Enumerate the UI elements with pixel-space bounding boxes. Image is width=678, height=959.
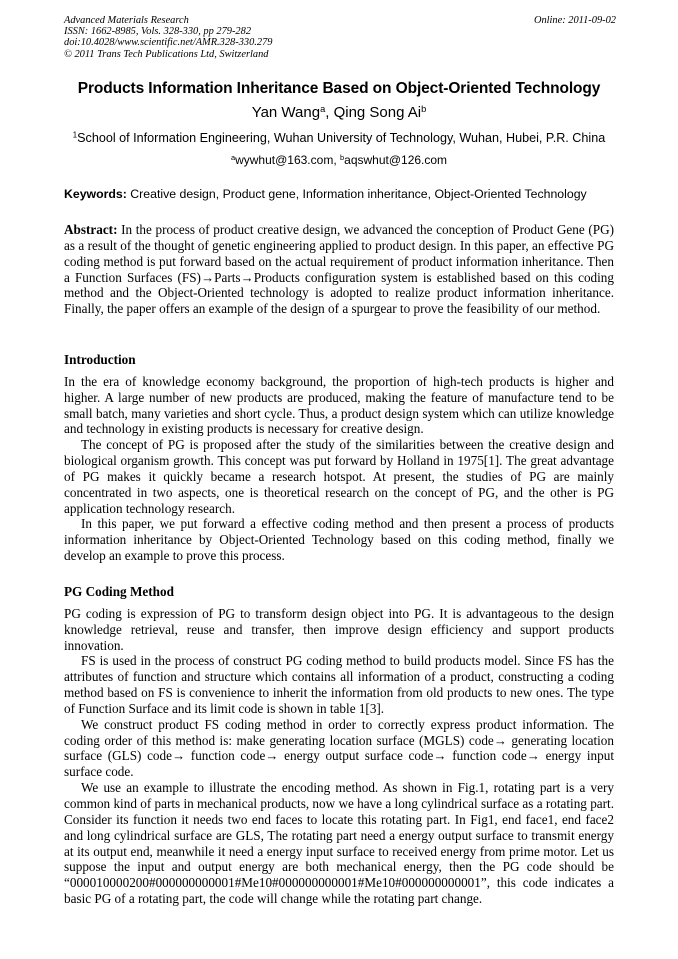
affiliation-superscript: 1 <box>72 130 78 140</box>
issn-line: ISSN: 1662-8985, Vols. 328-330, pp 279-282 <box>64 26 252 38</box>
journal-header <box>64 15 616 60</box>
affiliation <box>30 131 648 145</box>
email-superscript: b <box>340 152 345 162</box>
author-name: Qing Song Ai <box>333 104 422 121</box>
pg-coding-section <box>64 584 614 907</box>
paragraph: We construct product FS coding method in order to correctly express product information. The coding order of this method is: make generating location surface (MGLS) code→ generating location surface (GLS) code→ function code→ energy output surface code→ function code→ energy input surface code. <box>64 716 614 780</box>
paragraph: In this paper, we put forward a effective coding method and then present a process of products information inheritance by Object-Oriented Technology based on this coding method, finally we develop an example to prove this process. <box>64 516 614 564</box>
abstract-text: In the process of product creative design, we advanced the conception of Product Gene (PG) as a result of the thought of genetic engineering applied to product design. In this paper, an effective PG coding method is put forward based on the actual requirement of product information inheritance. Then a Function Surfaces (FS)→Parts→Products configuration system is established based on this coding method and the Object-Oriented technology is adopted to realize product information inheritance. Finally, the paper offers an example of the design of a spurgear to prove the feasibility of our method. <box>64 222 614 317</box>
keywords <box>64 187 624 201</box>
online-date: Online: 2011-09-02 <box>533 15 616 26</box>
author-separator: , <box>325 104 334 121</box>
author-superscript: a <box>320 103 326 114</box>
introduction-section <box>64 352 614 564</box>
author-name: Yan Wang <box>251 104 321 121</box>
paper-title: Products Information Inheritance Based on Object-Oriented Technology <box>77 80 601 97</box>
abstract <box>64 222 614 317</box>
section-heading: Introduction <box>64 352 136 367</box>
paragraph: We use an example to illustrate the encoding method. As shown in Fig.1, rotating part is a very common kind of parts in mechanical products, now we have a long cylindrical surface as a rotating part. Consider its function it needs two end faces to locate this rotating part. In Fig1, end face1, end face2 and long cylindrical surface are GLS, The rotating part need a energy output surface to transmit energy at its output end, meanwhile it need a energy input surface to received energy from prime motor. Let us suppose the input and output energy are both mechanical energy, then the PG code should be “000010000200#000000000001#Me10#000000000001#Me10#000000000001”, this code indicates a basic PG of a rotating part, the code will change while the rotating part change. <box>64 780 614 907</box>
email-line <box>30 153 648 167</box>
keywords-label: Keywords: <box>64 187 127 201</box>
paragraph: The concept of PG is proposed after the study of the similarities between the creative design and biological organism growth. This concept was put forward by Holland in 1975[1]. The great advantage of PG makes it quickly became a research hotspot. At present, the studies of PG are mainly concentrated in two aspects, one is theoretical research on the concept of PG, and the other is PG application technology research. <box>64 437 614 516</box>
keywords-text: Creative design, Product gene, Information inheritance, Object-Oriented Technology <box>130 187 587 201</box>
author-superscript: b <box>421 103 427 114</box>
email-superscript: a <box>230 152 236 162</box>
paragraph: FS is used in the process of construct PG coding method to build products model. Since FS has the attributes of function and structure which contains all information of a product, constructing a coding method based on FS is convenience to inherit the information from old products to new ones. The type of Function Surface and its limit code is shown in table 1[3]. <box>64 653 614 716</box>
copyright-line: © 2011 Trans Tech Publications Ltd, Switzerland <box>64 48 269 60</box>
paragraph: In the era of knowledge economy background, the proportion of high-tech products is higher and higher. A large number of new products are produced, making the feature of manufacture tend to be small batch, many varieties and short cycle. Thus, a product design system which can utilize knowledge and technology in existing products is necessary for creative design. <box>64 373 614 437</box>
author-line <box>30 104 648 121</box>
journal-name: Advanced Materials Research <box>64 15 189 26</box>
doi-line: doi:10.4028/www.scientific.net/AMR.328-330.279 <box>64 37 273 49</box>
affiliation-text: School of Information Engineering, Wuhan University of Technology, Wuhan, Hubei, P.R. China <box>77 131 606 145</box>
abstract-label: Abstract: <box>64 222 118 237</box>
email-separator: , <box>333 153 340 167</box>
section-heading: PG Coding Method <box>64 584 174 599</box>
email-address: aqswhut@126.com <box>344 153 448 167</box>
email-address: wywhut@163.com <box>235 153 334 167</box>
paragraph: PG coding is expression of PG to transform design object into PG. It is advantageous to the design knowledge retrieval, reuse and transfer, then improve design efficiency and support products innovation. <box>64 605 614 653</box>
